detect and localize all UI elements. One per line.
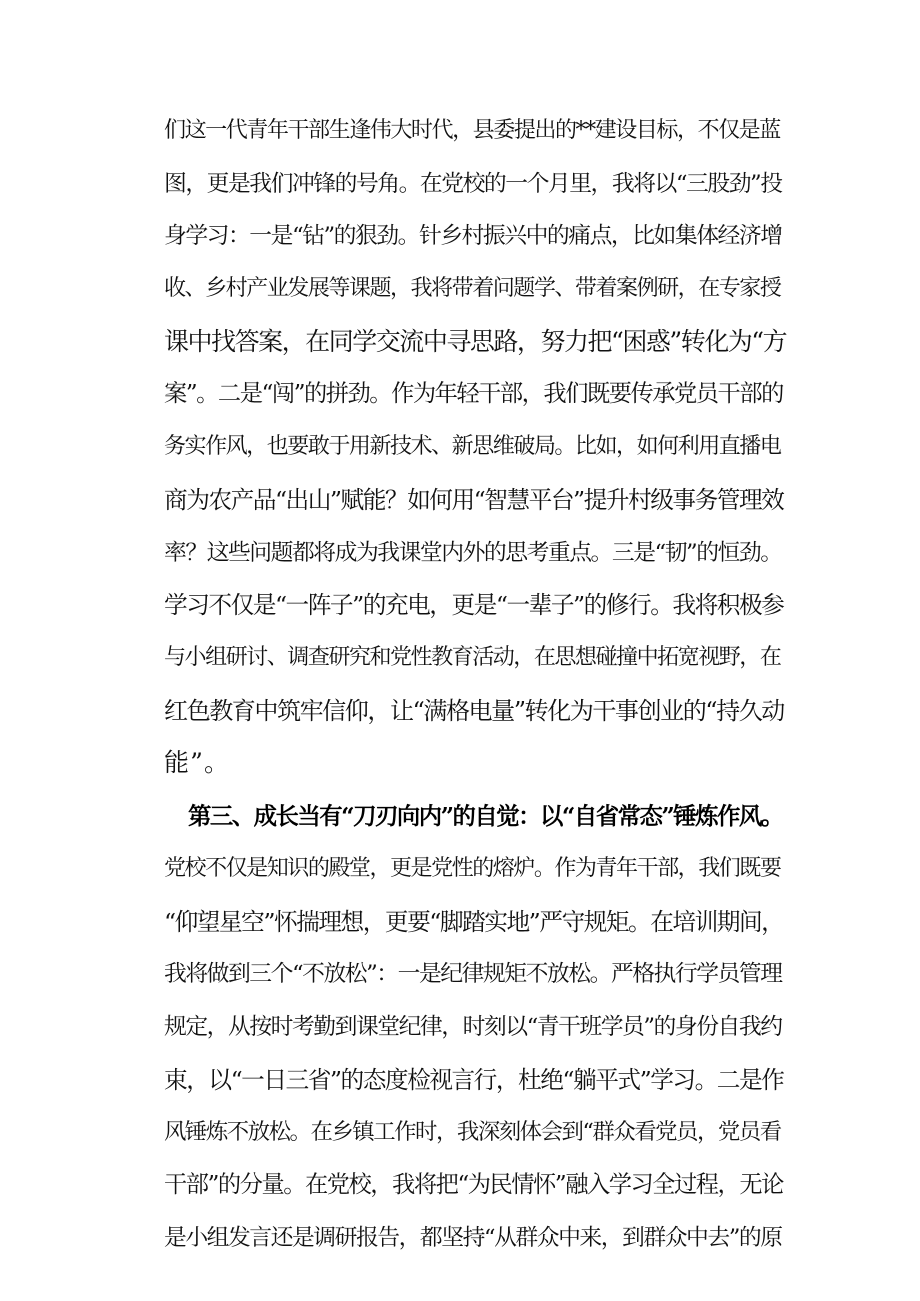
paragraph-line: 商为农产品“出山”赋能？如何用“智慧平台”提升村级事务管理效 bbox=[164, 486, 784, 514]
paragraph-line: 干部”的分量。在党校，我将把“为民情怀”融入学习全过程，无论 bbox=[164, 1171, 783, 1198]
paragraph-line: 务实作风，也要敢于用新技术、新思维破局。比如，如何利用直播电 bbox=[164, 434, 781, 459]
paragraph-line: 党校不仅是知识的殿堂，更是党性的熔炉。作为青年干部，我们既要 bbox=[164, 856, 781, 881]
paragraph-line: 与小组研讨、调查研究和党性教育活动，在思想碰撞中拓宽视野，在 bbox=[164, 645, 781, 670]
paragraph-line: “仰望星空”怀揣理想，更要“脚踏实地”严守规矩。在培训期间， bbox=[164, 908, 784, 936]
paragraph-line: 规定，从按时考勤到课堂纪律，时刻以“青干班学员”的身份自我约 bbox=[164, 1014, 782, 1040]
paragraph-line: 身学习：一是“钻”的狠劲。针乡村振兴中的痛点，比如集体经济增 bbox=[164, 223, 782, 249]
paragraph-line: 学习不仅是“一阵子”的充电，更是“一辈子”的修行。我将积极参 bbox=[164, 591, 784, 619]
paragraph-line: 能”。 bbox=[164, 748, 231, 777]
paragraph-line: 课中找答案，在同学交流中寻思路，努力把“困惑”转化为“方 bbox=[164, 327, 787, 356]
paragraph-line: 是小组发言还是调研报告，都坚持“从群众中来，到群众中去”的原 bbox=[164, 1225, 782, 1251]
paragraph-line: 红色教育中筑牢信仰，让“满格电量”转化为干事创业的“持久动 bbox=[164, 697, 784, 725]
paragraph-line: 们这一代青年干部生逢伟大时代，县委提出的**建设目标，不仅是蓝 bbox=[164, 118, 780, 143]
section-heading: 第三、成长当有“刀刃向内”的自觉：以“自省常态”锤炼作风。 bbox=[188, 802, 783, 830]
paragraph-line: 图，更是我们冲锋的号角。在党校的一个月里，我将以“三股劲”投 bbox=[164, 171, 782, 197]
paragraph-line: 率？这些问题都将成为我课堂内外的思考重点。三是“韧”的恒劲。 bbox=[164, 540, 782, 566]
paragraph-line: 收、乡村产业发展等课题，我将带着问题学、带着案例研，在专家授 bbox=[164, 276, 781, 301]
paragraph-line: 风锤炼不放松。在乡镇工作时，我深刻体会到“群众看党员，党员看 bbox=[164, 1119, 781, 1145]
paragraph-line: 案”。二是“闯”的拼劲。作为年轻干部，我们既要传承党员干部的 bbox=[164, 380, 783, 407]
paragraph-line: 束，以“一日三省”的态度检视言行，杜绝“躺平式”学习。二是作 bbox=[164, 1066, 784, 1094]
paragraph-line: 我将做到三个“不放松”：一是纪律规矩不放松。严格执行学员管理 bbox=[164, 961, 782, 987]
